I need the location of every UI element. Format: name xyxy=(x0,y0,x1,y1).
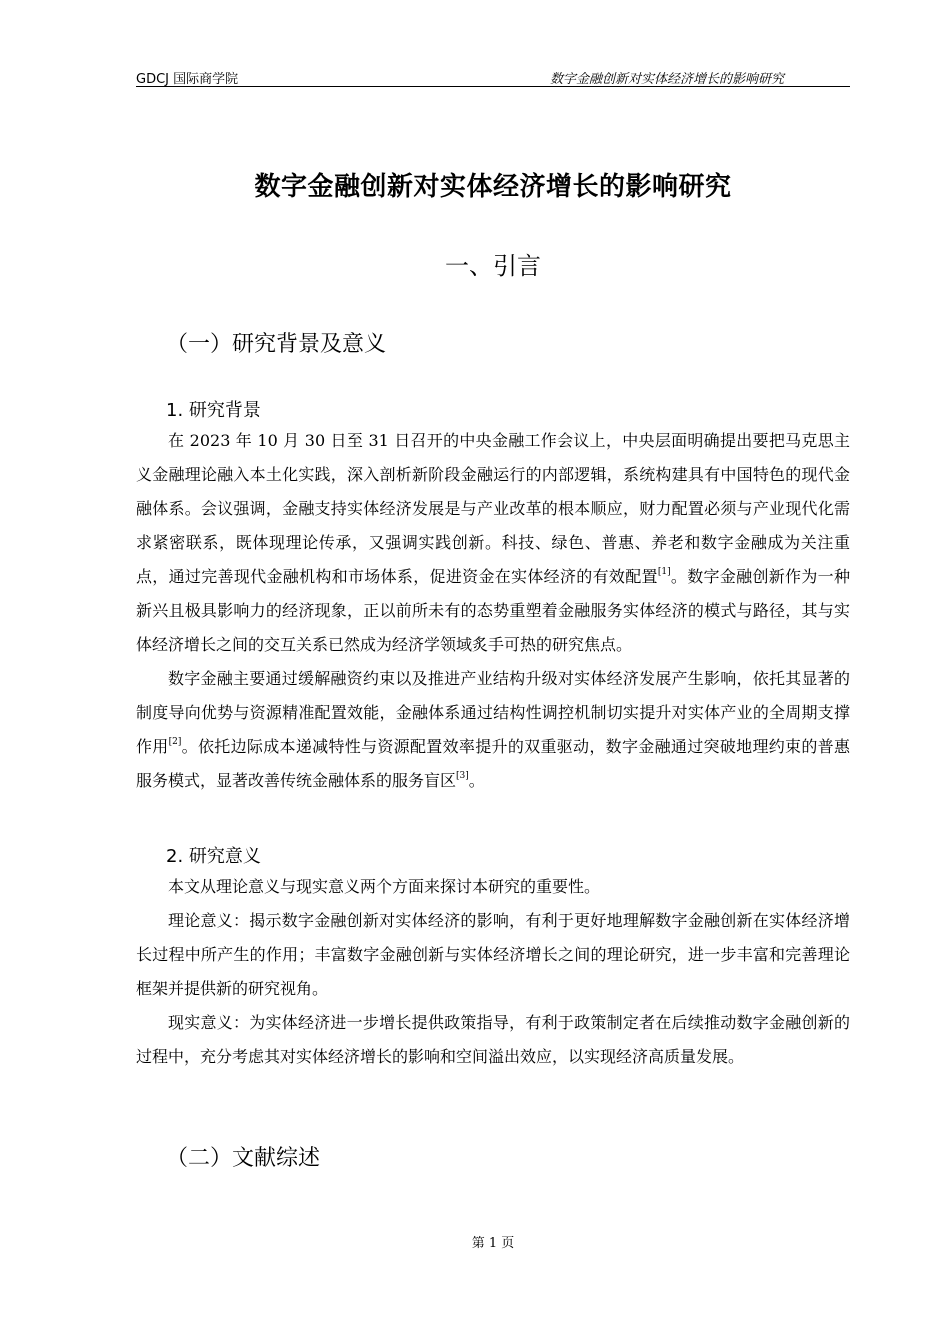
document-title: 数字金融创新对实体经济增长的影响研究 xyxy=(254,172,732,202)
paragraph-text: 数字金融主要通过缓解融资约束以及推进产业结构升级对实体经济发展产生影响，依托其显著的制度导向优势与资源精准配置效能，金融体系通过结构性调控机制切实提升对实体产业的全周期支撑作用 xyxy=(136,669,850,756)
subsection-heading-literature-review: （二）文献综述 xyxy=(166,1146,321,1171)
section-heading-introduction: 一、引言 xyxy=(445,252,541,280)
header-divider xyxy=(136,86,850,87)
header-left-text: GDCJ 国际商学院 xyxy=(136,72,239,87)
heading-research-significance: 2. 研究意义 xyxy=(166,846,261,867)
page-number: 第 1 页 xyxy=(471,1236,515,1251)
significance-paragraph-1: 本文从理论意义与现实意义两个方面来探讨本研究的重要性。 xyxy=(168,877,601,896)
paragraph-text: 。依托边际成本递减特性与资源配置效率提升的双重驱动，数字金融通过突破地理约束的普惠服务模式，显著改善传统金融体系的服务盲区 xyxy=(136,737,850,790)
significance-text-block xyxy=(136,870,850,1074)
background-paragraph-2 xyxy=(136,662,850,798)
background-text-block xyxy=(136,424,850,798)
subsection-heading-background-significance: （一）研究背景及意义 xyxy=(166,332,387,357)
significance-paragraph-theory: 理论意义：揭示数字金融创新对实体经济的影响，有利于更好地理解数字金融创新在实体经济增长过程中所产生的作用；丰富数字金融创新与实体经济增长之间的理论研究，进一步丰富和完善理论框架并提供新的研究视角。 xyxy=(136,911,850,998)
significance-paragraph-practice: 现实意义：为实体经济进一步增长提供政策指导，有利于政策制定者在后续推动数字金融创新的过程中，充分考虑其对实体经济增长的影响和空间溢出效应，以实现经济高质量发展。 xyxy=(136,1013,850,1066)
citation-ref: [1] xyxy=(657,567,671,577)
header-right-text: 数字金融创新对实体经济增长的影响研究 xyxy=(549,72,784,87)
background-paragraph-1 xyxy=(136,424,850,662)
citation-ref: [3] xyxy=(456,771,469,781)
heading-research-background: 1. 研究背景 xyxy=(166,400,261,421)
paragraph-text: 在 2023 年 10 月 30 日至 31 日召开的中央金融工作会议上，中央层面明确提出要把马克思主义金融理论融入本土化实践，深入剖析新阶段金融运行的内部逻辑，系统构建具有中国特色的现代金融体系。会议强调，金融支持实体经济发展是与产业改革的根本顺应，财力配置必须与产业现代化需求紧密联系，既体现理论传承，又强调实践创新。科技、绿色、普惠、养老和数字金融成为关注重点，通过完善现代金融机构和市场体系，促进资金在实体经济的有效配置 xyxy=(136,431,850,586)
citation-ref: [2] xyxy=(168,737,182,747)
paragraph-text: 。数字金融创新作为一种新兴且极具影响力的经济现象，正以前所未有的态势重塑着金融服务实体经济的模式与路径，其与实体经济增长之间的交互关系已然成为经济学领域炙手可热的研究焦点。 xyxy=(136,567,850,654)
paragraph-text: 。 xyxy=(468,771,485,790)
